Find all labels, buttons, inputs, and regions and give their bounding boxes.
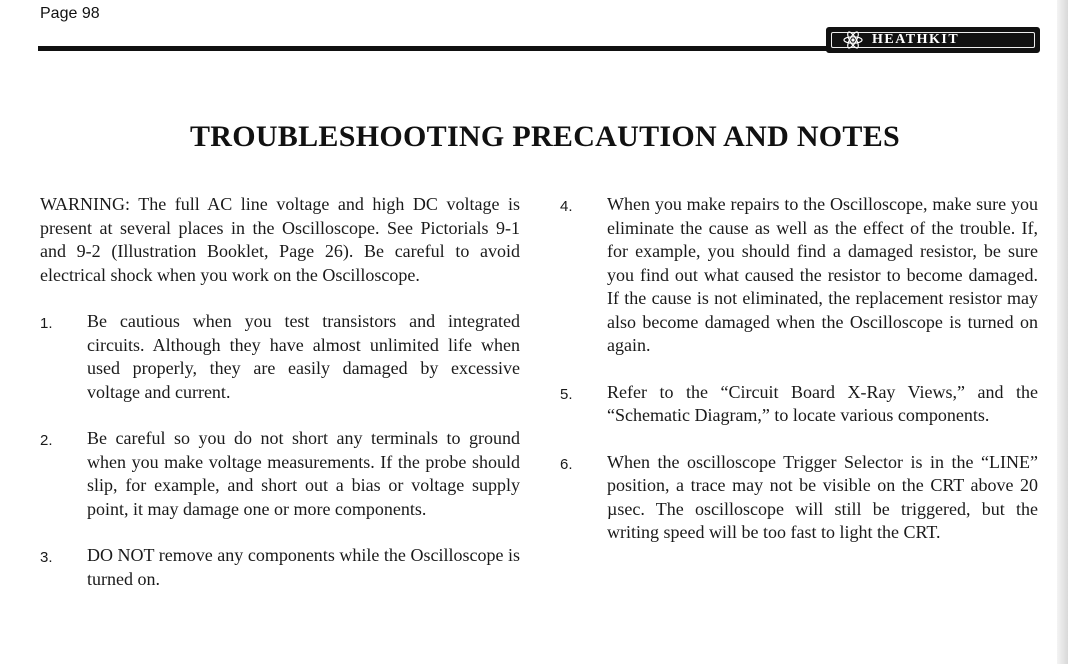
note-text: Be careful so you do not short any terminals to ground when you make voltage measurements. If the probe should slip, for example, and short out a bias or voltage supply point, it may damage one or more components. xyxy=(87,428,520,519)
page-title: TROUBLESHOOTING PRECAUTION AND NOTES xyxy=(189,120,901,153)
page-edge xyxy=(1057,0,1068,664)
note-item xyxy=(560,193,1038,358)
note-number: 1. xyxy=(40,315,53,332)
right-column xyxy=(560,193,1038,568)
atom-icon xyxy=(842,31,864,49)
left-column xyxy=(40,193,520,614)
note-item xyxy=(40,427,520,521)
note-item xyxy=(560,451,1038,545)
note-text: Be cautious when you test transistors and integrated circuits. Although they have almost unlimited life when used properly, they are easily damaged by excessive voltage and current. xyxy=(87,311,520,402)
note-item xyxy=(40,544,520,591)
note-number: 5. xyxy=(560,385,573,403)
header-rule xyxy=(38,46,828,51)
note-number: 4. xyxy=(560,198,573,215)
warning-paragraph: WARNING: The full AC line voltage and high DC voltage is present at several places in the Oscilloscope. See Pictorials 9-1 and 9-2 (Illustration Booklet, Page 26). Be careful to avoid electrical shock when you work on the Oscilloscope. xyxy=(40,194,520,285)
page-number: Page 98 xyxy=(40,5,100,22)
note-text: When you make repairs to the Oscilloscope, make sure you eliminate the cause as well as the effect of the trouble. If, for example, you should find a damaged resistor, be sure you find out what caused the resistor to become damaged. If the cause is not eliminated, the replacement resistor may also become damaged when the Oscilloscope is turned on again. xyxy=(607,194,1038,355)
note-number: 2. xyxy=(40,432,53,449)
note-text: Refer to the “Circuit Board X-Ray Views,” and the “Schematic Diagram,” to locate various components. xyxy=(607,381,1038,425)
note-number: 6. xyxy=(560,455,573,473)
note-text: DO NOT remove any components while the Oscilloscope is turned on. xyxy=(87,545,520,589)
logo-text: HEATHKIT xyxy=(872,32,960,47)
heathkit-logo xyxy=(826,27,1040,53)
note-item xyxy=(560,381,1038,428)
note-number: 3. xyxy=(40,549,53,566)
note-item xyxy=(40,310,520,404)
note-text: When the oscilloscope Trigger Selector is in the “LINE” position, a trace may not be visible on the CRT above 20 µsec. The oscilloscope will still be triggered, but the writing speed will be too fast to light the CRT. xyxy=(607,451,1038,542)
